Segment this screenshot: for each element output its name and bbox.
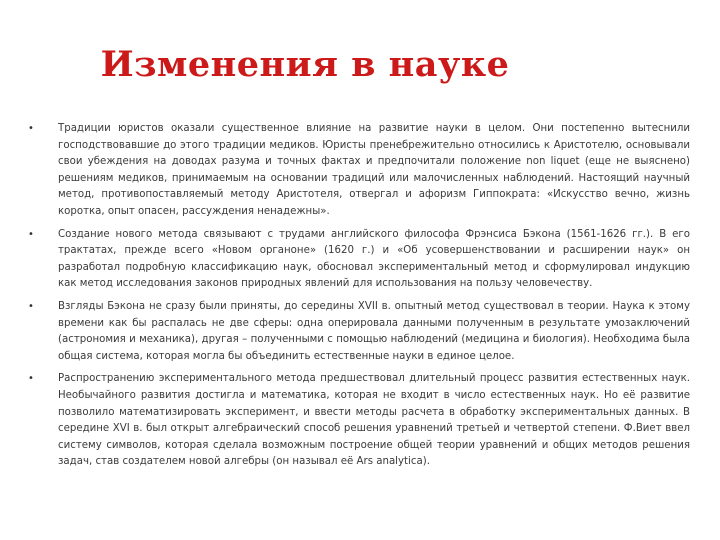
bullet-text: Распространению экспериментального метода предшествовал длительный процесс развития естественных наук. Необычайного развития достигла и математика, которая не входит в число естественных наук. Но её развитие позволило математизировать эксперимент, и ввести методы расчета в обработку экспериментальных данных. В середине XVI в. был открыт алгебраический способ решения уравнений третьей и четвертой степени. Ф.Виет ввел систему символов, которая сделала возможным построение общей теории уравнений и общих методов решения задач, став создателем новой алгебры (он называл её Ars analytica).	[58, 373, 690, 468]
bullet-text: Создание нового метода связывают с трудами английского философа Фрэнсиса Бэкона (1561-1626 гг.). В его трактатах, прежде всего «Новом органоне» (1620 г.) и «Об усовершенствовании и расширении наук» он разработал подробную классификацию наук, обосновал экспериментальный метод и сформулировал индукцию как метод исследования законов природных явлений для использования на пользу человечеству.	[58, 228, 690, 290]
bullet-dot-icon: •	[28, 123, 34, 134]
bullet-dot-icon: •	[28, 300, 34, 312]
list-item	[24, 227, 690, 293]
bullet-text: Взгляды Бэкона не сразу были приняты, до середины XVII в. опытный метод существовал в теории. Наука к этому времени как бы распалась не две сферы: одна оперировала данными полученным в результате умозаключений (астрономия и механика), другая – полученными с помощью наблюдений (медицина и биология). Необходима была общая система, которая могла бы объединить естественные науки в единое целое.	[58, 300, 690, 362]
bullet-dot-icon: •	[28, 228, 34, 240]
list-item	[24, 299, 690, 365]
list-item	[24, 371, 690, 471]
bullet-text: Традиции юристов оказали существенное влияние на развитие науки в целом. Они постепенно вытеснили господствовавшие до этого традиции медиков. Юристы пренебрежительно относились к Аристотелю, основывали свои убеждения на доводах разума и точных фактах и предпочитали положение non liquet (еще не выяснено) решениям медиков, принимаемым на основании традиций или малочисленных наблюдений. Настоящий научный метод, противопоставляемый методу Аристотеля, отвергал и афоризм Гиппократа: «Искусство вечно, жизнь коротка, опыт опасен, рассуждения ненадежны».	[58, 123, 690, 217]
bullet-dot-icon: •	[28, 373, 34, 385]
bullet-list	[24, 121, 690, 477]
list-item	[24, 121, 690, 221]
slide-title: Изменения в науке	[100, 44, 510, 85]
